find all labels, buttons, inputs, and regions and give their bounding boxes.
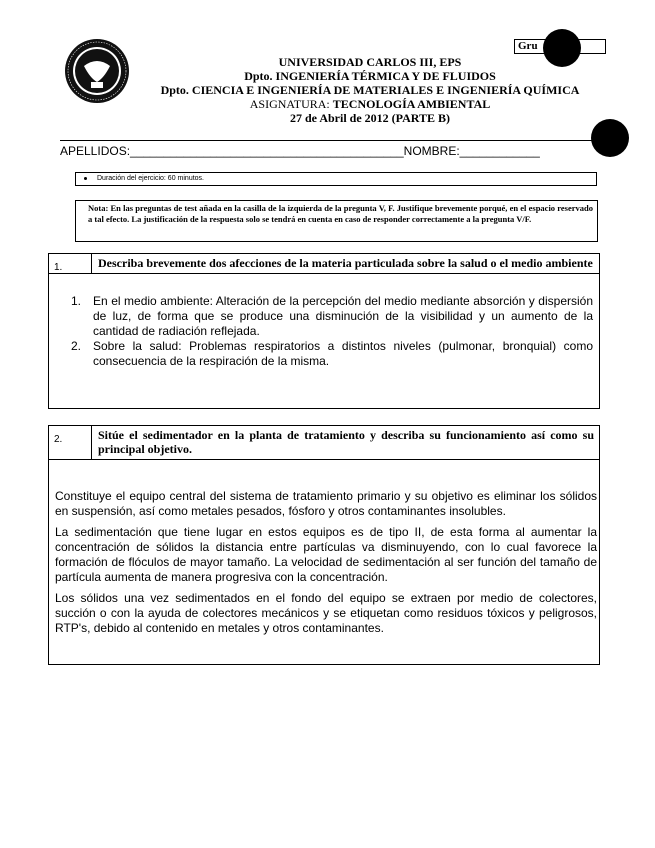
header-divider (60, 140, 600, 141)
subject-label: ASIGNATURA: (249, 97, 333, 111)
exam-date: 27 de Abril de 2012 (PARTE B) (289, 111, 451, 125)
question-1-answer (49, 274, 599, 369)
duration-text: Duración del ejercicio: 60 minutos. (97, 175, 204, 182)
question-2 (48, 425, 600, 665)
answer-paragraph: La sedimentación que tiene lugar en estos equipos es de tipo II, de esta forma al aumentar la concentración de sólidos la distancia entre partículas va disminuyendo, con lo cual favorece la formación de flóculos de mayor tamaño. La velocidad de sedimentación al ser función del tamaño de partícula aumenta de manera progresiva con la concentración. (55, 525, 597, 584)
answer-paragraph: Los sólidos una vez sedimentados en el fondo del equipo se extraen por medio de colectores, succión o con la ayuda de colectores mecánicos y se etiquetan como residuos tóxicos y peligrosos, RTP's, debido al contenido en metales y otros contaminantes. (55, 591, 597, 635)
bullet-icon (84, 177, 87, 180)
department-1: Dpto. INGENIERÍA TÉRMICA Y DE FLUIDOS (244, 69, 496, 83)
subject-line (130, 97, 610, 111)
question-2-number: 2. (49, 426, 92, 459)
answer-item: 2. Sobre la salud: Problemas respiratorios a distintos niveles (pulmonar, bronquial) como consecuencia de la respiración de la misma. (71, 339, 593, 368)
question-1 (48, 253, 600, 409)
department-2: Dpto. CIENCIA E INGENIERÍA DE MATERIALES E INGENIERÍA QUÍMICA (160, 83, 580, 97)
answer-item: 1. En el medio ambiente: Alteración de la percepción del medio mediante absorción y dispersión de luz, de forma que se produce una disminución de la visibilidad y un aumento de la cantidad de radiación reflejada. (71, 294, 593, 338)
grupo-label: Gru (518, 40, 538, 52)
student-name-fields: APELLIDOS:_________________________________________NOMBRE:____________ (60, 144, 540, 158)
answer-paragraph: Constituye el equipo central del sistema de tratamiento primario y su objetivo es eliminar los sólidos en suspensión, así como metales pesados, fósforo y otros contaminantes insolubles. (55, 489, 597, 518)
question-2-title: Sitúe el sedimentador en la planta de tratamiento y describa su funcionamiento así como su principal objetivo. (98, 428, 594, 456)
question-1-title: Describa brevemente dos afecciones de la materia particulada sobre la salud o el medio ambiente (98, 256, 593, 270)
instructions-note: Nota: En las preguntas de test añada en la casilla de la izquierda de la pregunta V, F. Justifique brevemente porqué, en el espacio reservado a tal efecto. La justificación de la respuesta solo se tendrá en cuenta en caso de responder correctamente a la pregunta V/F. (75, 200, 598, 242)
university-seal-logo (64, 38, 130, 104)
question-2-answer (49, 460, 599, 636)
question-1-header (49, 254, 599, 274)
question-2-header (49, 426, 599, 460)
duration-box (75, 172, 597, 186)
question-1-number: 1. (49, 254, 92, 273)
university-name: UNIVERSIDAD CARLOS III, EPS (278, 55, 462, 69)
subject-value: TECNOLOGÍA AMBIENTAL (332, 97, 491, 111)
exam-header (130, 55, 610, 125)
